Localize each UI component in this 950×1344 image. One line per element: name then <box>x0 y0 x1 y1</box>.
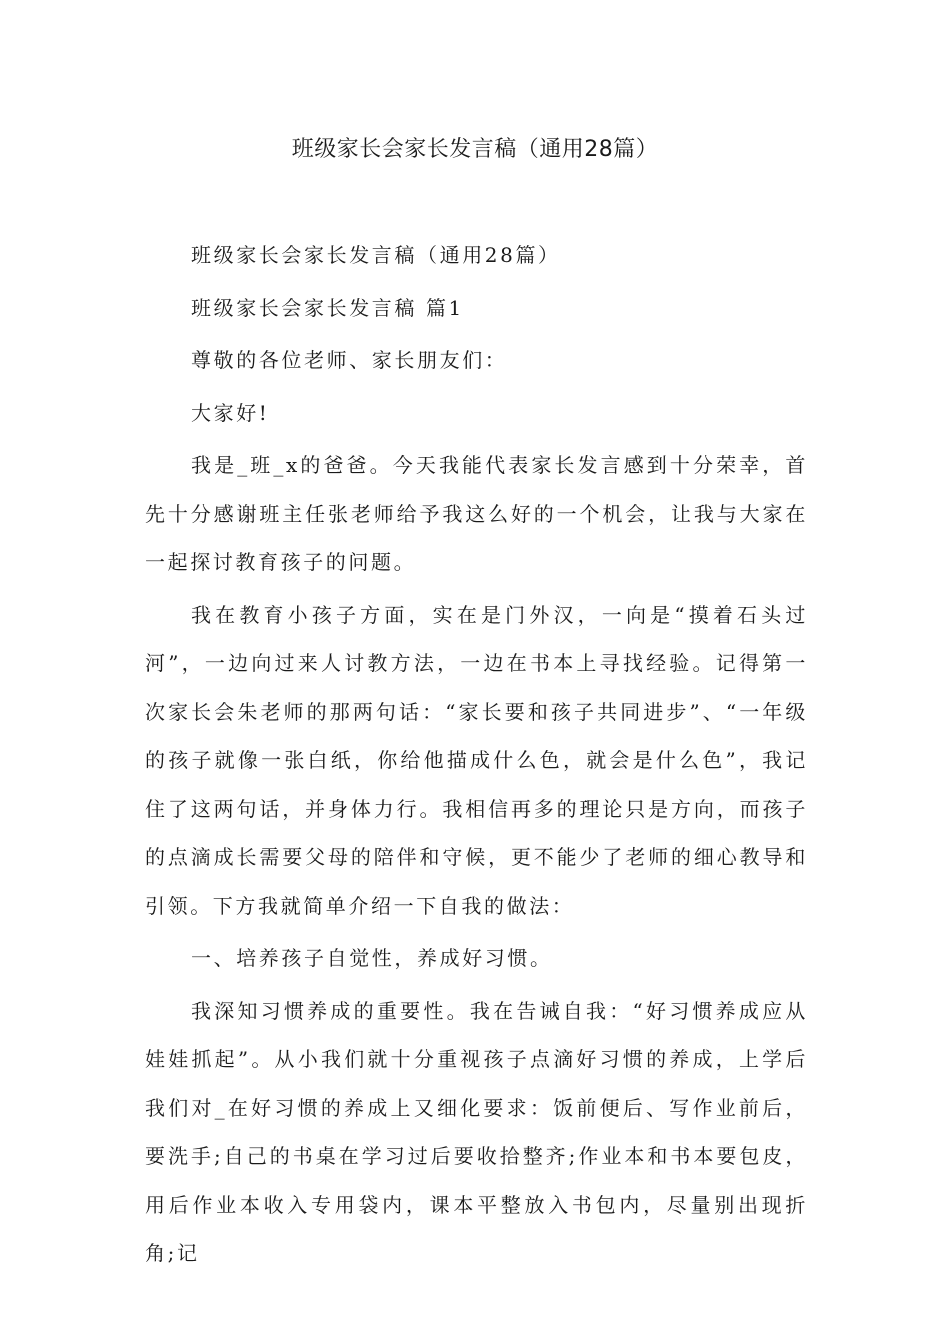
paragraph-habits: 我深知习惯养成的重要性。我在告诫自我：“好习惯养成应从娃娃抓起”。从小我们就十分重视孩子点滴好习惯的养成，上学后我们对_在好习惯的养成上又细化要求：饭前便后、写作业前后，要洗手;自己的书桌在学习过后要收拾整齐;作业本和书本要包皮，用后作业本收入专用袋内，课本平整放入书包内，尽量别出现折角;记 <box>145 998 808 1265</box>
paragraph-experience: 我在教育小孩子方面，实在是门外汉，一向是“摸着石头过河”，一边向过来人讨教方法，一边在书本上寻找经验。记得第一次家长会朱老师的那两句话：“家长要和孩子共同进步”、“一年级的孩子就像一张白纸，你给他描成什么色，就会是什么色”，我记住了这两句话，并身体力行。我相信再多的理论只是方向，而孩子的点滴成长需要父母的陪伴和守候，更不能少了老师的细心教导和引领。下方我就简单介绍一下自我的做法： <box>145 602 808 918</box>
paragraph-salutation: 尊敬的各位老师、家长朋友们： <box>191 348 508 372</box>
paragraph-point-one-heading: 一、培养孩子自觉性，养成好习惯。 <box>191 946 553 970</box>
document-body <box>145 231 808 1282</box>
paragraph-greeting: 大家好! <box>191 400 270 425</box>
paragraph-section-heading: 班级家长会家长发言稿 篇1 <box>191 295 464 320</box>
document-title: 班级家长会家长发言稿（通用28篇） <box>291 137 659 162</box>
paragraph-subtitle: 班级家长会家长发言稿（通用28篇） <box>191 243 561 267</box>
paragraph-introduction: 我是_班_x的爸爸。今天我能代表家长发言感到十分荣幸，首先十分感谢班主任张老师给予我这么好的一个机会，让我与大家在一起探讨教育孩子的问题。 <box>145 453 808 574</box>
